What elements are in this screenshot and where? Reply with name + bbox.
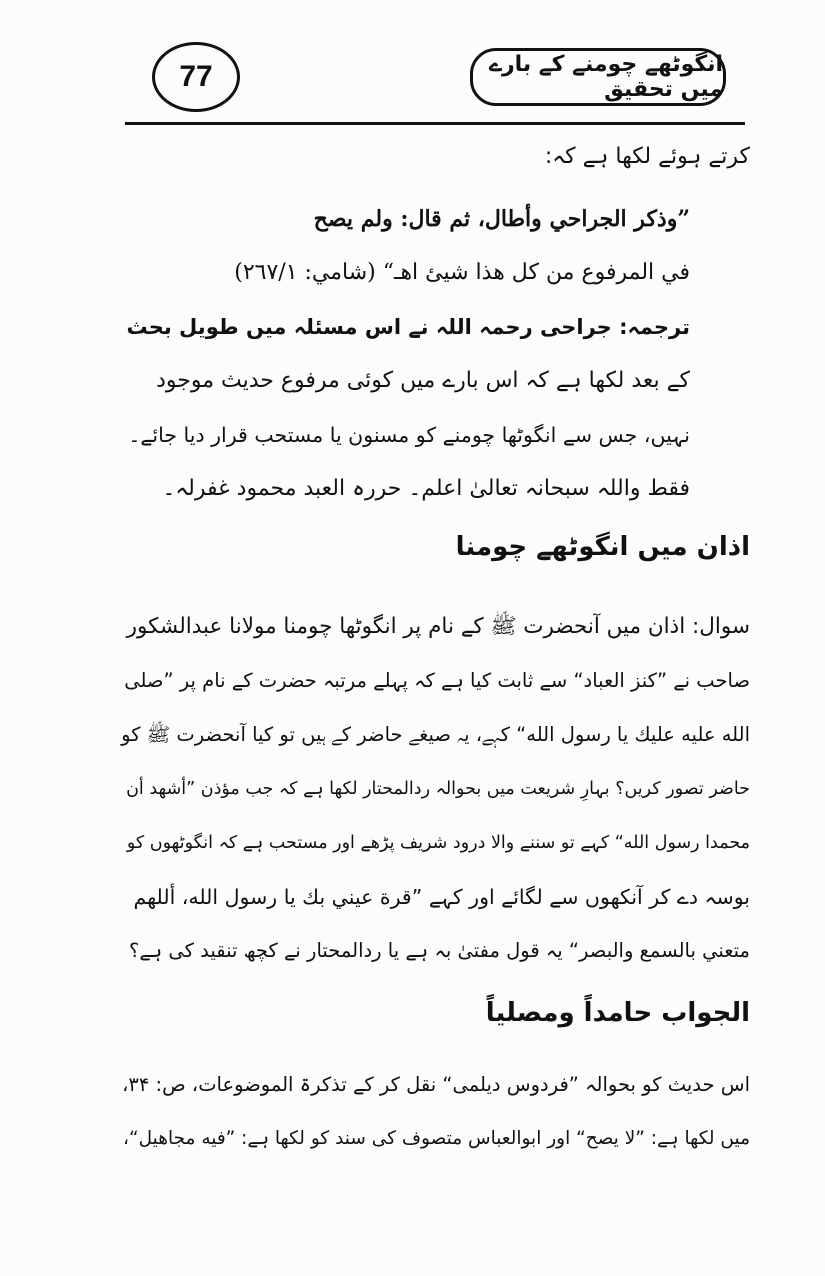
header-rule <box>125 122 745 125</box>
answer-line-2: میں لکھا ہے: ”لا يصح“ اور ابوالعباس متصوف کی سند کو لکھا ہے: ”فيه مجاهيل“، <box>123 1128 750 1149</box>
translation-line-3: نہیں، جس سے انگوٹھا چومنے کو مسنون یا مستحب قرار دیا جائے۔ <box>128 423 690 447</box>
section-heading: اذان میں انگوٹھے چومنا <box>455 532 750 562</box>
question-line-6: بوسہ دے کر آنکھوں سے لگائے اور کہے ”قرة عيني بك يا رسول الله، أللهم <box>133 885 750 909</box>
question-line-2: صاحب نے ”کنز العباد“ سے ثابت کیا ہے کہ پہلے مرتبہ حضرت کے نام پر ”صلی <box>124 669 750 692</box>
page-header <box>0 0 825 130</box>
translation-line-1: ترجمہ: جراحی رحمہ اللہ نے اس مسئلہ میں طویل بحث <box>126 315 690 339</box>
signature-line: فقط واللہ سبحانہ تعالیٰ اعلم۔ حررہ العبد محمود غفرلہ۔ <box>162 476 690 501</box>
page-body <box>120 140 750 1240</box>
arabic-quote-line-2: في المرفوع من كل هذا شيئ اهـ“ (شامي: ٢٦٧/١) <box>234 260 690 285</box>
answer-line-1: اس حدیث کو بحوالہ ”فردوس دیلمی“ نقل کر کے تذکرۃ الموضوعات، ص: ۳۴، <box>122 1073 750 1096</box>
question-line-3: الله عليه عليك يا رسول الله“ کہے، یہ صیغے حاضر کے ہیں تو کیا آنحضرت ﷺ کو <box>121 723 750 746</box>
translation-line-2: کے بعد لکھا ہے کہ اس بارے میں کوئی مرفوع حدیث موجود <box>156 368 690 393</box>
page-number: 77 <box>152 42 240 112</box>
question-line-7: متعني بالسمع والبصر“ یہ قول مفتیٰ بہ ہے یا ردالمحتار نے کچھ تنقید کی ہے؟ <box>128 939 750 962</box>
answer-heading: الجواب حامداً ومصلیاً <box>485 998 750 1028</box>
intro-line: کرتے ہوئے لکھا ہے کہ: <box>544 144 750 169</box>
question-line-1: سوال: اذان میں آنحضرت ﷺ کے نام پر انگوٹھا چومنا مولانا عبدالشکور <box>126 614 750 639</box>
running-title: انگوٹھے چومنے کے بارے میں تحقیق <box>470 48 726 106</box>
question-line-4: حاضر تصور کریں؟ بہارِ شریعت میں بحوالہ ردالمحتار لکھا ہے کہ جب مؤذن ”أشهد أن <box>126 779 750 799</box>
arabic-quote-line-1: ”وذكر الجراحي وأطال، ثم قال: ولم يصح <box>313 206 690 232</box>
question-line-5: محمدا رسول الله“ کہے تو سننے والا درود شریف پڑھے اور مستحب ہے کہ انگوٹھوں کو <box>126 833 750 853</box>
